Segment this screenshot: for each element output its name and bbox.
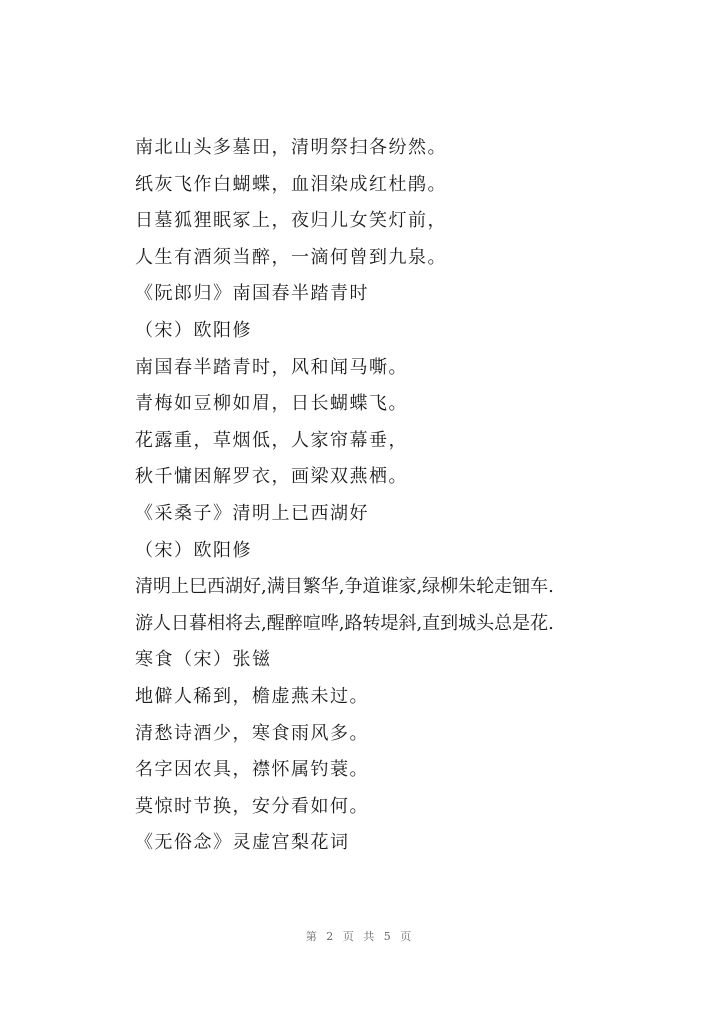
- page-number-footer: 第 2 页 共 5 页: [305, 930, 415, 943]
- text-line: 名字因农具，襟怀属钓蓑。: [135, 759, 369, 781]
- text-line: 清愁诗酒少，寒食雨风多。: [135, 722, 369, 744]
- poem-title: 《无俗念》灵虚宫梨花词: [135, 832, 350, 854]
- poem-title: 《采桑子》清明上已西湖好: [135, 502, 369, 524]
- text-line: 花露重，草烟低，人家帘幕垂，: [135, 429, 408, 451]
- poem-author: （宋）欧阳修: [135, 539, 252, 561]
- poem-title: 寒食（宋）张镃: [135, 649, 272, 671]
- text-line: 纸灰飞作白蝴蝶，血泪染成红杜鹃。: [135, 173, 447, 195]
- text-line: 日墓狐狸眠冢上，夜归儿女笑灯前，: [135, 210, 447, 232]
- text-line: 地僻人稀到，檐虚燕未过。: [135, 685, 369, 707]
- poem-title: 《阮郎归》南国春半踏青时: [135, 283, 369, 305]
- text-line: 南国春半踏青时，风和闻马嘶。: [135, 356, 408, 378]
- text-line: 青梅如豆柳如眉，日长蝴蝶飞。: [135, 393, 408, 415]
- text-line: 莫惊时节换，安分看如何。: [135, 795, 369, 817]
- text-line: 秋千慵困解罗衣，画梁双燕栖。: [135, 466, 408, 488]
- text-line: 南北山头多墓田，清明祭扫各纷然。: [135, 137, 447, 158]
- poem-text-body: [135, 130, 655, 862]
- poem-author: （宋）欧阳修: [135, 319, 252, 341]
- text-line: 清明上巳西湖好,满目繁华,争道谁家,绿柳朱轮走钿车.: [135, 576, 554, 598]
- text-line: 人生有酒须当醉，一滴何曾到九泉。: [135, 246, 447, 268]
- text-line: 游人日暮相将去,醒醉喧哗,路转堤斜,直到城头总是花.: [135, 612, 554, 634]
